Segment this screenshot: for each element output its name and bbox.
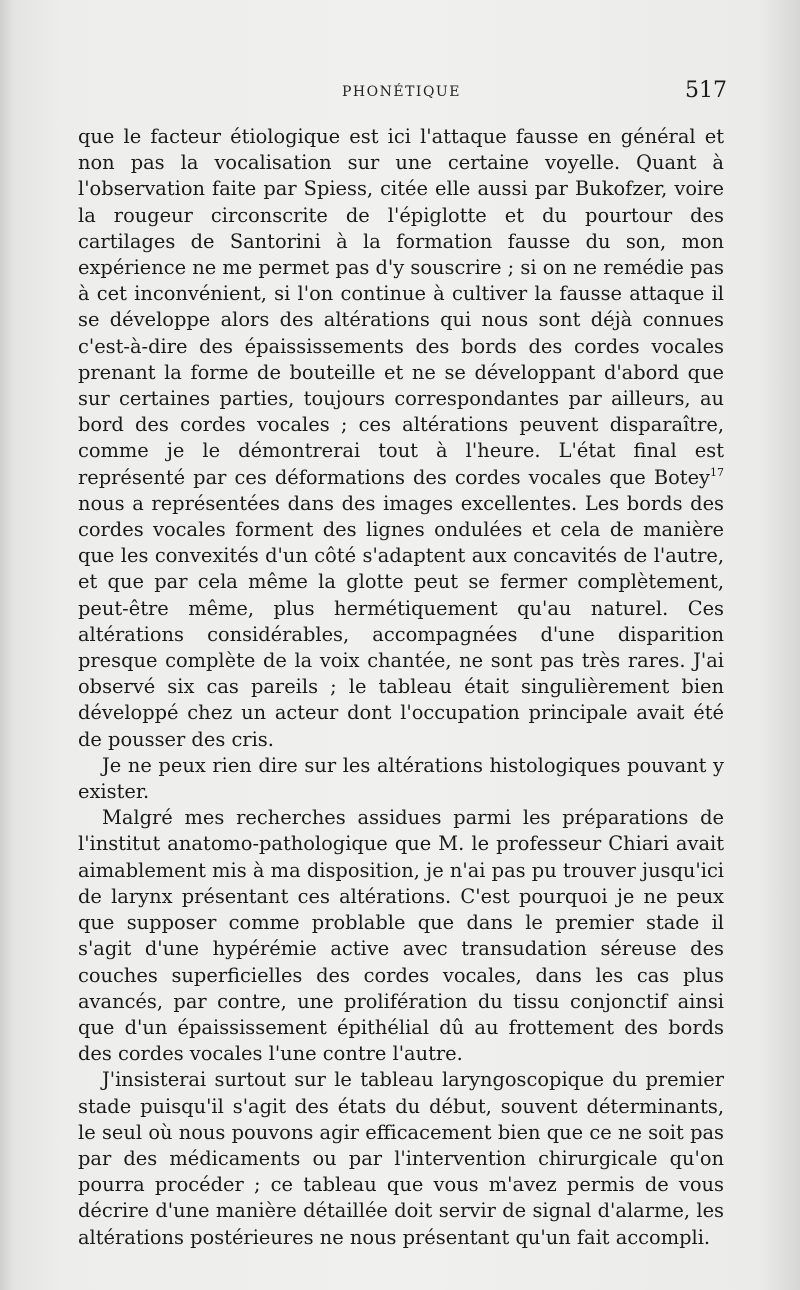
paragraph-1-text-b: nous a représentées dans des images excellentes. Les bords des cordes vocales forment des lignes ondulées et cela de manière que les convexités d'un côté s'adaptent aux concavités de l'autre, et que par cela même la glotte peut se fermer complètement, peut-être même, plus hermétiquement qu'au naturel. Ces altérations considérables, accompagnées d'une disparition presque complète de la voix chantée, ne sont pas très rares. J'ai observé six cas pareils ; le tableau était singulièrement bien développé chez un acteur dont l'occupation principale avait été de pousser des cris. [78,491,724,751]
footnote-reference: 17 [710,465,724,479]
paragraph-3: Malgré mes recherches assidues parmi les préparations de l'institut anatomo-pathologique que M. le professeur Chiari avait aimablement mis à ma disposition, je n'ai pas pu trouver jusqu'ici de larynx présentant ces altérations. C'est pourquoi je ne peux que supposer comme problable que dans le premier stade il s'agit d'une hypérémie active avec transudation séreuse des couches superficielles des cordes vocales, dans les cas plus avancés, par contre, une prolifération du tissu conjonctif ainsi que d'un épaississement épithélial dû au frottement des bords des cordes vocales l'une contre l'autre. [78,806,724,1066]
running-header [0,78,800,108]
paragraph-4: J'insisterai surtout sur le tableau laryngoscopique du premier stade puisqu'il s'agit des états du début, souvent déterminants, le seul où nous pouvons agir efficacement bien que ce ne soit pas par des médicaments ou par l'intervention chirurgicale qu'on pourra procéder ; ce tableau que vous m'avez permis de vous décrire d'une manière détaillée doit servir de signal d'alarme, les altérations postérieures ne nous présentant qu'un fait accompli. [78,1068,724,1249]
paragraph-1-text-a: que le facteur étiologique est ici l'attaque fausse en général et non pas la vocalisation sur une certaine voyelle. Quant à l'observation faite par Spiess, citée elle aussi par Bukofzer, voire la rougeur circonscrite de l'épiglotte et du pourtour des cartilages de Santorini à la formation fausse du son, mon expérience ne me permet pas d'y souscrire ; si on ne remédie pas à cet inconvénient, si l'on continue à cultiver la fausse attaque il se développe alors des altérations qui nous sont déjà connues c'est-à-dire des épaississements des bords des cordes vocales prenant la forme de bouteille et ne se développant d'abord que sur certaines parties, toujours correspondantes par ailleurs, au bord des cordes vocales ; ces altérations peuvent disparaître, comme je le démontrerai tout à l'heure. L'état final est représenté par ces déformations des cordes vocales que Botey [78,125,724,489]
paragraph-2: Je ne peux rien dire sur les altérations histologiques pouvant y exister. [78,753,724,804]
body-text [78,124,724,1251]
page-number: 517 [685,78,727,103]
paragraph-1 [78,124,724,753]
running-title: PHONÉTIQUE [342,84,461,100]
